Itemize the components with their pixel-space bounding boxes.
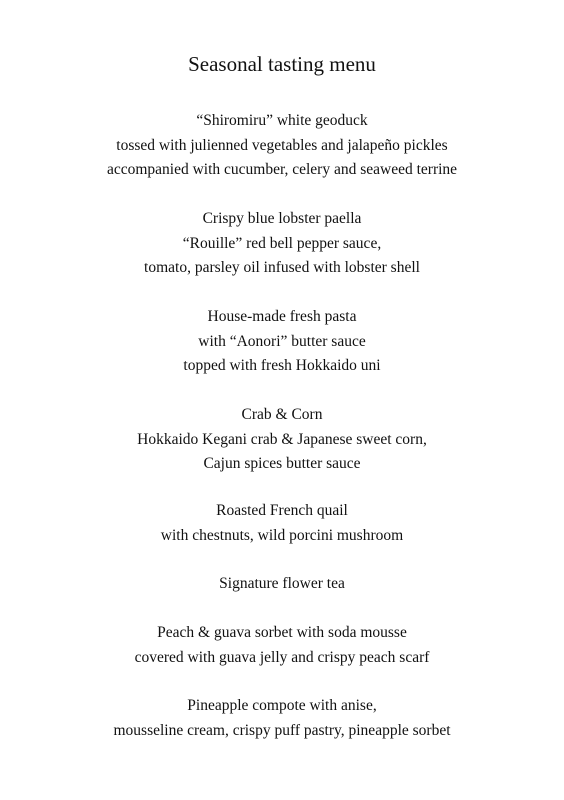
course-7-line-2: covered with guava jelly and crispy peach scarf: [134, 648, 430, 666]
course-2: [0, 207, 564, 281]
course-4-line-2: Hokkaido Kegani crab & Japanese sweet corn,: [137, 430, 427, 448]
course-2-line-2: “Rouille” red bell pepper sauce,: [182, 234, 382, 252]
course-3-line-2: with “Aonori” butter sauce: [198, 332, 366, 350]
course-8: [0, 694, 564, 743]
course-3-line-3: topped with fresh Hokkaido uni: [183, 357, 381, 374]
course-2-line-3: tomato, parsley oil infused with lobster shell: [144, 259, 420, 276]
menu-title: Seasonal tasting menu: [188, 52, 376, 76]
course-3: [0, 305, 564, 379]
course-8-line-2: mousseline cream, crispy puff pastry, pineapple sorbet: [113, 721, 451, 739]
course-2-line-1: Crispy blue lobster paella: [202, 210, 362, 227]
course-7: [0, 621, 564, 670]
course-5-line-1: Roasted French quail: [216, 502, 348, 519]
course-4: [0, 403, 564, 477]
course-6: [0, 572, 564, 597]
course-1: [0, 109, 564, 183]
course-3-line-1: House-made fresh pasta: [207, 308, 357, 325]
course-6-line-1: Signature flower tea: [219, 575, 345, 592]
course-1-line-3: accompanied with cucumber, celery and seaweed terrine: [106, 161, 458, 178]
course-1-line-1: “Shiromiru” white geoduck: [196, 112, 368, 129]
course-1-line-2: tossed with julienned vegetables and jalapeño pickles: [116, 136, 448, 154]
course-8-line-1: Pineapple compote with anise,: [187, 697, 377, 714]
course-7-line-1: Peach & guava sorbet with soda mousse: [157, 624, 407, 641]
course-4-line-1: Crab & Corn: [241, 406, 323, 423]
course-4-line-3: Cajun spices butter sauce: [203, 455, 361, 472]
course-5: [0, 499, 564, 548]
course-5-line-2: with chestnuts, wild porcini mushroom: [160, 526, 404, 544]
